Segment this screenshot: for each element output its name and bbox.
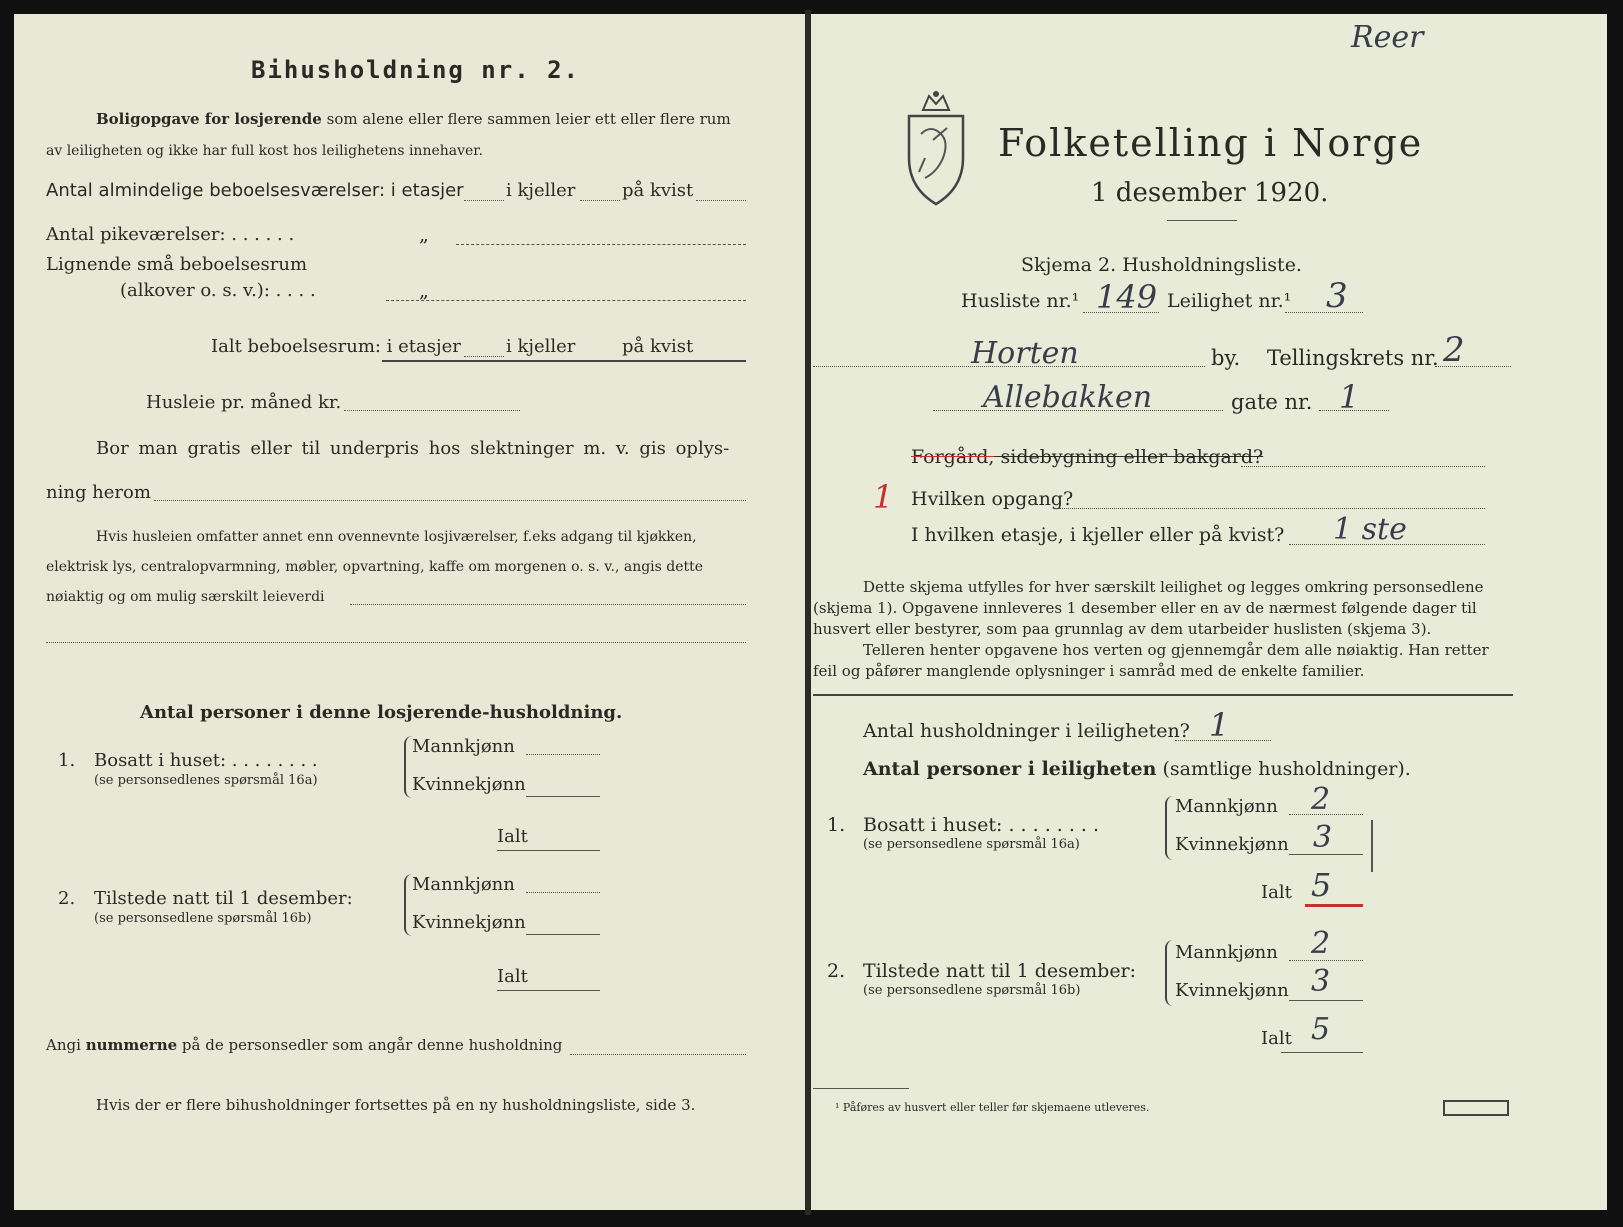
leieverdi-field <box>350 604 746 605</box>
coat-of-arms-icon <box>903 88 969 208</box>
hvis-line-1: Hvis husleien omfatter annet enn ovennevnte losjiværelser, f.eks adgang til kjøkken, <box>96 529 697 545</box>
krets-value: 2 <box>1443 330 1465 370</box>
q2-mann-label: Mannkjønn <box>412 874 515 895</box>
husliste-label: Husliste nr.¹ <box>961 290 1080 312</box>
krets-label: Tellingskrets nr. <box>1267 346 1439 370</box>
q1-number: 1. <box>58 750 76 771</box>
q2-ialt-label: Ialt <box>497 966 528 987</box>
footnote-rule <box>813 1088 909 1089</box>
pike-label: Antal pikeværelser: . . . . . . <box>46 224 295 245</box>
pike-fields <box>456 244 746 245</box>
husleie-field <box>344 410 520 411</box>
q1-ialt-underline <box>1305 904 1363 907</box>
title-rule <box>1167 220 1237 221</box>
q1-label: Bosatt i huset: . . . . . . . . <box>94 750 318 771</box>
gate-nr-value: 1 <box>1339 378 1360 416</box>
ialt-underline <box>382 360 746 362</box>
extra-field <box>46 642 746 643</box>
opgang-label: Hvilken opgang? <box>911 488 1074 510</box>
footnote: ¹ Påføres av husvert eller teller før skjemaene utleveres. <box>835 1101 1150 1114</box>
rooms-kvist-field <box>696 200 746 201</box>
q1-mann-value: 2 <box>1311 782 1331 817</box>
instr-line-1: Dette skjema utfylles for hver særskilt leilighet og legges omkring personsedlene <box>863 578 1484 596</box>
hvis-line-2: elektrisk lys, centralopvarmning, møbler, opvartning, kaffe om morgenen o. s. v., angis dette <box>46 559 704 575</box>
leilighet-label: Leilighet nr.¹ <box>1167 290 1292 312</box>
q1-kvinne-label: Kvinnekjønn <box>1175 834 1289 855</box>
q1-number: 1. <box>827 814 846 836</box>
q2-kvinne-label: Kvinnekjønn <box>412 912 526 933</box>
q1-sub: (se personsedlene spørsmål 16a) <box>863 837 1080 852</box>
pa-kvist-label: på kvist <box>622 180 694 201</box>
angi-line: Angi nummerne på de personsedler som angår denne husholdning <box>46 1036 563 1054</box>
corner-note: Reer <box>1351 20 1424 55</box>
alkover-fields <box>386 300 746 301</box>
intro-line-1: Boligopgave for losjerende som alene eller flere sammen leier ett eller flere rum <box>96 110 731 128</box>
q1-brace <box>404 736 412 798</box>
q2-brace <box>404 874 412 936</box>
q1-ialt-label: Ialt <box>497 826 528 847</box>
i-kjeller-label: i kjeller <box>506 180 576 201</box>
q1-sub: (se personsedlenes spørsmål 16a) <box>94 773 318 788</box>
q2-kvinne-value: 3 <box>1311 964 1331 999</box>
q1-kvinne-field <box>526 796 600 797</box>
ditto-mark: „ <box>419 224 429 246</box>
q2-mann-field <box>1289 960 1363 961</box>
antal-rooms-label: Antal almindelige beboelsesværelser: i etasjer <box>46 180 464 201</box>
section-rule <box>813 694 1513 696</box>
instr-line-3: husvert eller bestyrer, som paa grunnlag av dem utarbeider huslisten (skjema 3). <box>813 620 1432 638</box>
q2-number: 2. <box>58 888 76 909</box>
q2-mann-value: 2 <box>1311 926 1331 961</box>
etasje-value: 1 ste <box>1333 512 1407 547</box>
q1-mann-field <box>1289 814 1363 815</box>
persons-heading: Antal personer i denne losjerende-husholdning. <box>140 702 623 723</box>
husliste-value: 149 <box>1096 278 1158 316</box>
printer-stamp <box>1443 1100 1509 1116</box>
q2-kvinne-field <box>526 934 600 935</box>
forgard-option: Forgård, sidebygning eller bakgard? <box>911 446 1264 468</box>
bor-line-2: ning herom <box>46 482 151 503</box>
q1-mann-label: Mannkjønn <box>412 736 515 757</box>
alkover-label: (alkover o. s. v.): . . . . <box>120 280 316 301</box>
etasje-field <box>1289 544 1485 545</box>
q2-label: Tilstede natt til 1 desember: <box>94 888 353 909</box>
rooms-kjeller-field <box>580 200 620 201</box>
ialt-etasjer-field <box>464 356 504 357</box>
persons-line: Antal personer i leiligheten (samtlige husholdninger). <box>863 758 1411 780</box>
left-page <box>14 14 805 1210</box>
opgang-field <box>1059 508 1485 509</box>
pa-kvist-label: på kvist <box>622 336 694 357</box>
q2-mann-label: Mannkjønn <box>1175 942 1278 963</box>
q2-sub: (se personsedlene spørsmål 16b) <box>94 911 312 926</box>
q1-ialt-field <box>497 850 600 851</box>
left-title: Bihusholdning nr. 2. <box>251 56 580 84</box>
q2-ialt-value: 5 <box>1311 1012 1331 1047</box>
krets-field <box>1435 366 1511 367</box>
q2-ialt-field <box>497 990 600 991</box>
forgard-field <box>1241 466 1485 467</box>
bor-line-1: Bor man gratis eller til underpris hos slektninger m. v. gis oplys- <box>96 438 730 459</box>
q1-ialt-value: 5 <box>1311 866 1332 904</box>
by-value: Horten <box>971 336 1079 371</box>
q1-kvinne-label: Kvinnekjønn <box>412 774 526 795</box>
q2-kvinne-label: Kvinnekjønn <box>1175 980 1289 1001</box>
leilighet-field <box>1285 312 1363 313</box>
q1-brace <box>1165 796 1173 860</box>
i-kjeller-label: i kjeller <box>506 336 576 357</box>
ialt-rooms-label: Ialt beboelsesrum: i etasjer <box>211 336 461 357</box>
q1-kvinne-value: 3 <box>1313 820 1333 855</box>
q2-sub: (se personsedlene spørsmål 16b) <box>863 983 1081 998</box>
rooms-etasjer-field <box>464 200 504 201</box>
q2-label: Tilstede natt til 1 desember: <box>863 960 1137 982</box>
by-label: by. <box>1211 346 1241 370</box>
hush-value: 1 <box>1209 706 1230 744</box>
hush-label: Antal husholdninger i leiligheten? <box>863 720 1190 742</box>
q1-kvinne-field <box>1289 854 1363 855</box>
gate-nr-field <box>1319 410 1389 411</box>
leilighet-value: 3 <box>1326 276 1348 316</box>
bor-field <box>154 500 746 501</box>
husleie-label: Husleie pr. måned kr. <box>146 392 342 413</box>
q2-ialt-label: Ialt <box>1261 1028 1292 1049</box>
hvis-line-3: nøiaktig og om mulig særskilt leieverdi <box>46 589 325 605</box>
skjema-label: Skjema 2. Husholdningsliste. <box>1021 254 1302 276</box>
right-page <box>811 14 1607 1210</box>
gate-value: Allebakken <box>983 380 1153 415</box>
gate-label: gate nr. <box>1231 390 1313 414</box>
hush-field <box>1175 740 1271 741</box>
form-title: Folketelling i Norge <box>998 121 1424 165</box>
intro-line-2: av leiligheten og ikke har full kost hos leilighetens innehaver. <box>46 143 483 159</box>
q2-mann-field <box>526 892 600 893</box>
check-mark <box>1371 820 1373 872</box>
q1-mann-field <box>526 754 600 755</box>
lignende-label: Lignende små beboelsesrum <box>46 254 308 275</box>
instr-line-2: (skjema 1). Opgavene innleveres 1 desember eller en av de nærmest følgende dager til <box>813 599 1477 617</box>
angi-field <box>570 1054 746 1055</box>
husliste-field <box>1083 312 1159 313</box>
q2-number: 2. <box>827 960 846 982</box>
q1-mann-label: Mannkjønn <box>1175 796 1278 817</box>
etasje-label: I hvilken etasje, i kjeller eller på kvist? <box>911 524 1285 546</box>
opgang-mark: 1 <box>873 478 894 516</box>
form-date: 1 desember 1920. <box>1091 178 1329 208</box>
q2-brace <box>1165 940 1173 1006</box>
ditto-mark: „ <box>419 280 429 302</box>
instr-line-4: Telleren henter opgavene hos verten og gjennemgår dem alle nøiaktig. Han retter <box>863 641 1489 659</box>
q1-label: Bosatt i huset: . . . . . . . . <box>863 814 1100 836</box>
q1-ialt-label: Ialt <box>1261 882 1292 903</box>
by-field <box>813 366 1205 367</box>
instr-line-5: feil og påfører manglende oplysninger i samråd med de enkelte familier. <box>813 662 1365 680</box>
footer-note: Hvis der er flere bihusholdninger fortsettes på en ny husholdningsliste, side 3. <box>96 1096 696 1114</box>
gate-field <box>933 410 1223 411</box>
q2-ialt-field <box>1281 1052 1363 1053</box>
q2-kvinne-field <box>1289 1000 1363 1001</box>
